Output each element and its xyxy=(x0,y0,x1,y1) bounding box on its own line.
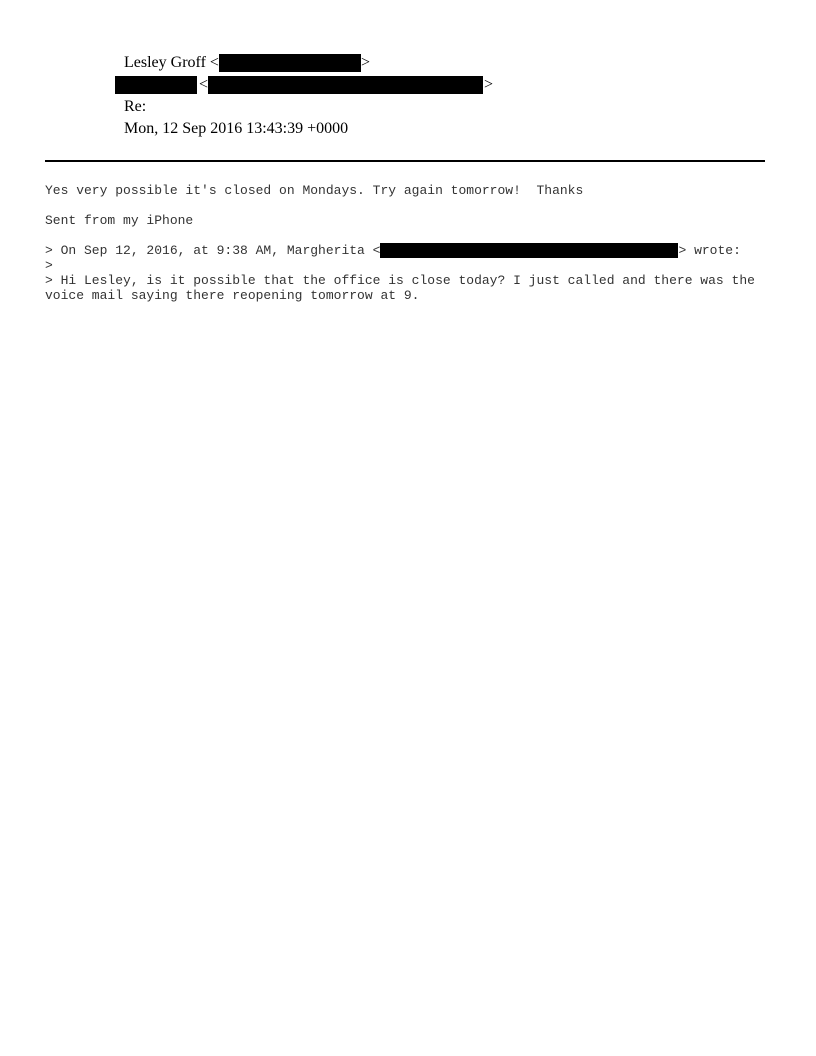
from-name: Lesley Groff xyxy=(124,54,206,71)
quote-blank: > xyxy=(45,258,53,273)
redaction-block xyxy=(115,76,197,94)
quote-line-1: > Hi Lesley, is it possible that the office is close today? I just called and there was the xyxy=(45,273,755,288)
quote-suffix: > wrote: xyxy=(678,243,741,258)
quote-prefix: > On Sep 12, 2016, at 9:38 AM, Margherita < xyxy=(45,243,381,258)
from-value xyxy=(124,54,370,72)
subject-value: Re: xyxy=(124,98,147,115)
body-line-1: Yes very possible it's closed on Mondays. Try again tomorrow! Thanks xyxy=(45,183,584,198)
quote-line-2: voice mail saying there reopening tomorrow at 9. xyxy=(45,288,420,303)
quote-attribution xyxy=(45,243,741,258)
date-value: Mon, 12 Sep 2016 13:43:39 +0000 xyxy=(124,120,349,137)
redaction-block xyxy=(219,54,361,72)
to-gt: > xyxy=(484,76,494,93)
from-gt: > xyxy=(360,54,370,71)
to-lt: < xyxy=(199,76,209,93)
header-divider xyxy=(45,160,765,162)
from-lt: < xyxy=(209,54,219,71)
redaction-block xyxy=(208,76,483,94)
body-line-2: Sent from my iPhone xyxy=(45,213,194,228)
redaction-block xyxy=(380,243,678,258)
